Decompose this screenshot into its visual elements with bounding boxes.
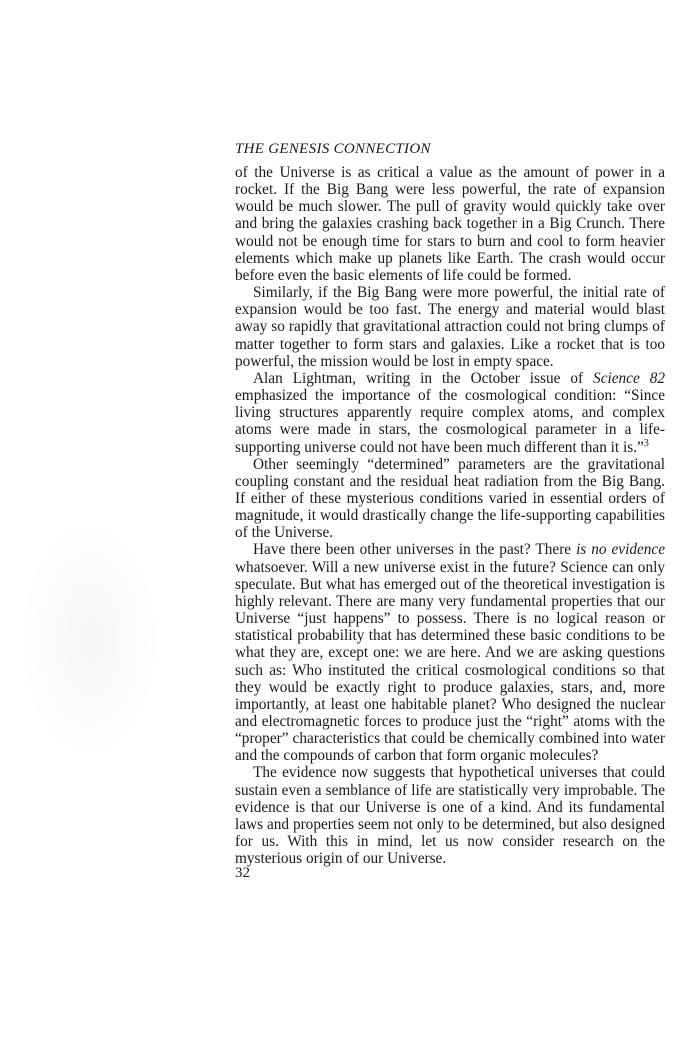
text-segment: Other seemingly “determined” parameters are the gravitational coupling constant and the residual heat radiation from the Big Bang. If either of these mysterious conditions varied in essential orders of magnitude, it would drastically change the life-supporting capabilities of the Universe. xyxy=(235,455,665,542)
paragraph xyxy=(235,764,665,867)
paragraph xyxy=(235,456,665,542)
paragraph xyxy=(235,541,665,764)
paragraph xyxy=(235,370,665,456)
text-segment: The evidence now suggests that hypothetical universes that could sustain even a semblance of life are statistically very improbable. The evidence is that our Universe is one of a kind. And its fundamental laws and properties seem not only to be determined, but also designed for us. With this in mind, let us now consider research on the mysterious origin of our Universe. xyxy=(235,764,665,868)
text-segment: whatsoever. Will a new universe exist in the future? Science can only speculate. But what has emerged out of the theoretical investigation is highly relevant. There are many very fundamental properties that our Universe “just happens” to possess. There is no logical reason or statistical probability that has determined these basic conditions to be what they are, except one: we are here. And we are asking questions such as: Who instituted the critical cosmological conditions so that they would be exactly right to produce galaxies, stars, and, more importantly, at least one habitable planet? Who designed the nuclear and electromagnetic forces to produce just the “right” atoms with the “proper” characteristics that could be chemically combined into water and the compounds of carbon that form organic molecules? xyxy=(235,558,665,765)
text-segment: Similarly, if the Big Bang were more powerful, the initial rate of expansion would be too fast. The energy and material would blast away so rapidly that gravitational attraction could not bring clumps of matter together to form stars and galaxies. Like a rocket that is too powerful, the mission would be lost in empty space. xyxy=(235,284,665,370)
paragraph xyxy=(235,164,665,284)
paper-bleed-through xyxy=(20,520,160,760)
running-head: THE GENESIS CONNECTION xyxy=(235,141,431,157)
italic-text: Science 82 xyxy=(593,369,666,387)
italic-text: is no evidence xyxy=(576,541,665,559)
text-segment: Alan Lightman, writing in the October issue of xyxy=(253,369,594,387)
page-number: 32 xyxy=(235,865,250,881)
footnote-marker: 3 xyxy=(643,437,649,449)
text-segment: of the Universe is as critical a value as the amount of power in a rocket. If the Big Bang were less powerful, the rate of expansion would be much slower. The pull of gravity would quickly take over and bring the galaxies crashing back together in a Big Crunch. There would not be enough time for stars to burn and cool to form heavier elements which make up planets like Earth. The crash would occur before even the basic elements of life could be formed. xyxy=(235,164,665,284)
body-text xyxy=(235,164,665,867)
paragraph xyxy=(235,284,665,370)
text-segment: Have there been other universes in the past? There xyxy=(253,541,577,559)
text-segment: emphasized the importance of the cosmological condition: “Since living structures apparently require complex atoms, and complex atoms were made in stars, the cosmological parameter in a life-supporting universe could not have been much different than it is.” xyxy=(235,387,665,456)
